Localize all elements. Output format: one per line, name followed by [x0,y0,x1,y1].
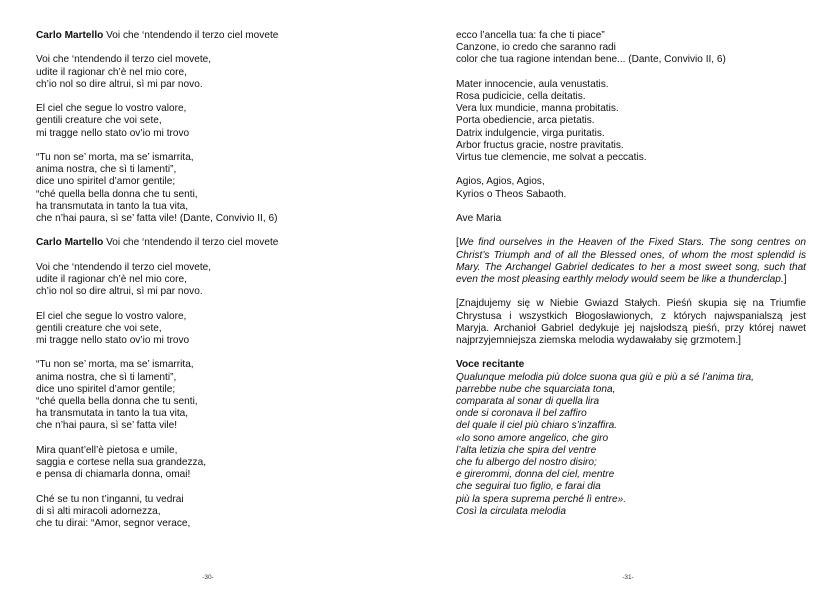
text-line: Ave Maria [456,213,502,224]
stanza-gap [36,225,396,237]
text-line: che n’hai paura, sì se’ fatta vile! (Dante, Convivio II, 6) [36,213,278,224]
text-line: “ché quella bella donna che tu senti, [36,188,198,200]
italic-verse-line: onde si coronava il bel zaffiro [456,408,587,420]
stanza-gap [456,201,806,213]
stanza-gap [36,347,396,359]
text-line: ha transmutata in tanto la tua vita, [36,408,189,420]
text-line: anima nostra, che sì ti lamenti”, [36,371,177,383]
text-line: Porta obediencie, arca pietatis. [456,115,595,127]
text-line: anima nostra, che sì ti lamenti”, [36,164,177,176]
stanza-gap [36,91,396,103]
italic-verse-line: che seguirai tuo figlio, e farai dia [456,481,601,493]
text-line: Agios, Agios, Agios, [456,176,545,188]
text-line: “ché quella bella donna che tu senti, [36,395,198,407]
italic-verse-line: e girerommi, donna del ciel, mentre [456,469,615,481]
stanza-gap [36,433,396,445]
text-line: El ciel che segue lo vostro valore, [36,310,187,322]
italic-verse-line: «Io sono amore angelico, che giro [456,432,609,444]
text-line: udite il ragionar ch’è nel mio core, [36,273,187,285]
section-heading [36,237,396,249]
stanza-gap [36,481,396,493]
stanza-gap [36,140,396,152]
left-page [0,0,419,595]
text-line: che n’hai paura, sì se’ fatta vile! [36,420,178,432]
text-line: Ché se tu non t’inganni, tu vedrai [36,493,184,505]
text-line: “Tu non se’ morta, ma se’ ismarrita, [36,359,194,371]
heading-title: Voi che ‘ntendendo il terzo ciel movete [103,237,279,249]
text-line: color che tua ragione intendan bene... (Dante, Convivio II, 6) [456,54,726,66]
left-text-column [36,30,396,530]
text-line: Vera lux mundicie, manna probitatis. [456,103,619,115]
heading-composer: Carlo Martello [36,30,104,41]
stanza-gap [456,286,806,298]
text-line: dice uno spiritel d’amor gentile; [36,383,176,395]
english-paragraph [456,237,806,286]
bracket-open: [ [456,237,459,249]
polish-paragraph: [Znajdujemy się w Niebie Gwiazd Stałych. Pieśń skupia się na Triumfie Chrystusa i wszystkich Błogosławionych, z których najwspanialszą jest Maryja. Archanioł Gabriel dedykuje jej najsłodszą pieśń, przy której nawet najprzyjemniejsza ziemska melodia wydawałaby się grzmotem.] [456,298,806,346]
page-number: -31- [622,574,634,581]
text-line: udite il ragionar ch’è nel mio core, [36,66,187,78]
text-line: dice uno spiritel d’amor gentile; [36,176,176,188]
page-number: -30- [202,574,214,581]
text-line: di sì alti miracoli adornezza, [36,505,161,517]
text-line: Canzone, io credo che saranno radi [456,42,616,54]
italic-verse-line: l’alta letizia che spira del ventre [456,444,597,456]
text-line: mi tragge nello stato ov’io mi trovo [36,127,190,139]
italic-verse-line: che fu albergo del nostro disiro; [456,457,597,469]
text-line: ch’io nol so dire altrui, sì mi par novo. [36,78,203,90]
stanza-gap [456,164,806,176]
text-line: gentili creature che voi sete, [36,115,162,127]
text-line: Voi che ‘ntendendo il terzo ciel movete, [36,54,212,66]
stanza-gap [36,250,396,262]
text-line: Virtus tue clemencie, me solvat a peccatis. [456,152,647,164]
text-line: Rosa pudicicie, cella deitatis. [456,91,586,102]
stanza-gap [456,67,806,79]
text-line: Voi che ‘ntendendo il terzo ciel movete, [36,261,212,273]
text-line: saggia e cortese nella sua grandezza, [36,456,207,468]
italic-verse-line: parrebbe nube che squarciata tona, [456,383,616,395]
stanza-gap [36,298,396,310]
stanza-gap [456,347,806,359]
section-heading: Voce recitante [456,359,525,371]
text-line: Mira quant’ell’è pietosa e umile, [36,444,178,456]
text-line: Datrix indulgencie, virga puritatis. [456,127,605,139]
text-line: gentili creature che voi sete, [36,322,162,334]
italic-verse-line: Qualunque melodia più dolce suona qua giù e più a sé l’anima tira, [456,371,754,383]
text-line: ha transmutata in tanto la tua vita, [36,200,189,212]
section-heading [36,30,396,42]
italic-verse-line: del quale il ciel più chiaro s’inzaffira. [456,420,618,432]
stanza-gap [456,225,806,237]
text-line: “Tu non se’ morta, ma se’ ismarrita, [36,151,194,163]
heading-title: Voi che ‘ntendendo il terzo ciel movete [103,30,279,41]
text-line: ecco l’ancella tua: fa che ti piace” [456,30,605,41]
right-text-column [456,30,806,518]
text-line: che tu dirai: “Amor, segnor verace, [36,517,191,529]
italic-verse-line: più la spera suprema perché lì entre». [456,493,627,505]
text-line: Mater innocencie, aula venustatis. [456,78,609,90]
english-text: We find ourselves in the Heaven of the Fixed Stars. The song centres on Christ’s Triumph and of all the Blessed ones, of whom the most splendid is Mary. The Archangel Gabriel dedicates to her a most sweet song, such that even the most pleasing earthly melody would seem be like a thunderclap. [456,237,806,285]
stanza-gap [36,42,396,54]
text-line: mi tragge nello stato ov’io mi trovo [36,334,190,346]
italic-verse-line: comparata al sonar di quella lira [456,396,600,407]
italic-verse-line: Così la circulata melodia [456,505,566,517]
right-page [420,0,839,595]
text-line: Arbor fructus gracie, nostre pravitatis. [456,139,624,151]
text-line: Kyrios o Theos Sabaoth. [456,188,567,200]
bracket-close: ] [783,274,787,285]
heading-composer: Carlo Martello [36,237,104,249]
text-line: ch’io nol so dire altrui, sì mi par novo. [36,286,203,298]
text-line: El ciel che segue lo vostro valore, [36,103,187,115]
text-line: e pensa di chiamarla donna, omai! [36,469,191,481]
